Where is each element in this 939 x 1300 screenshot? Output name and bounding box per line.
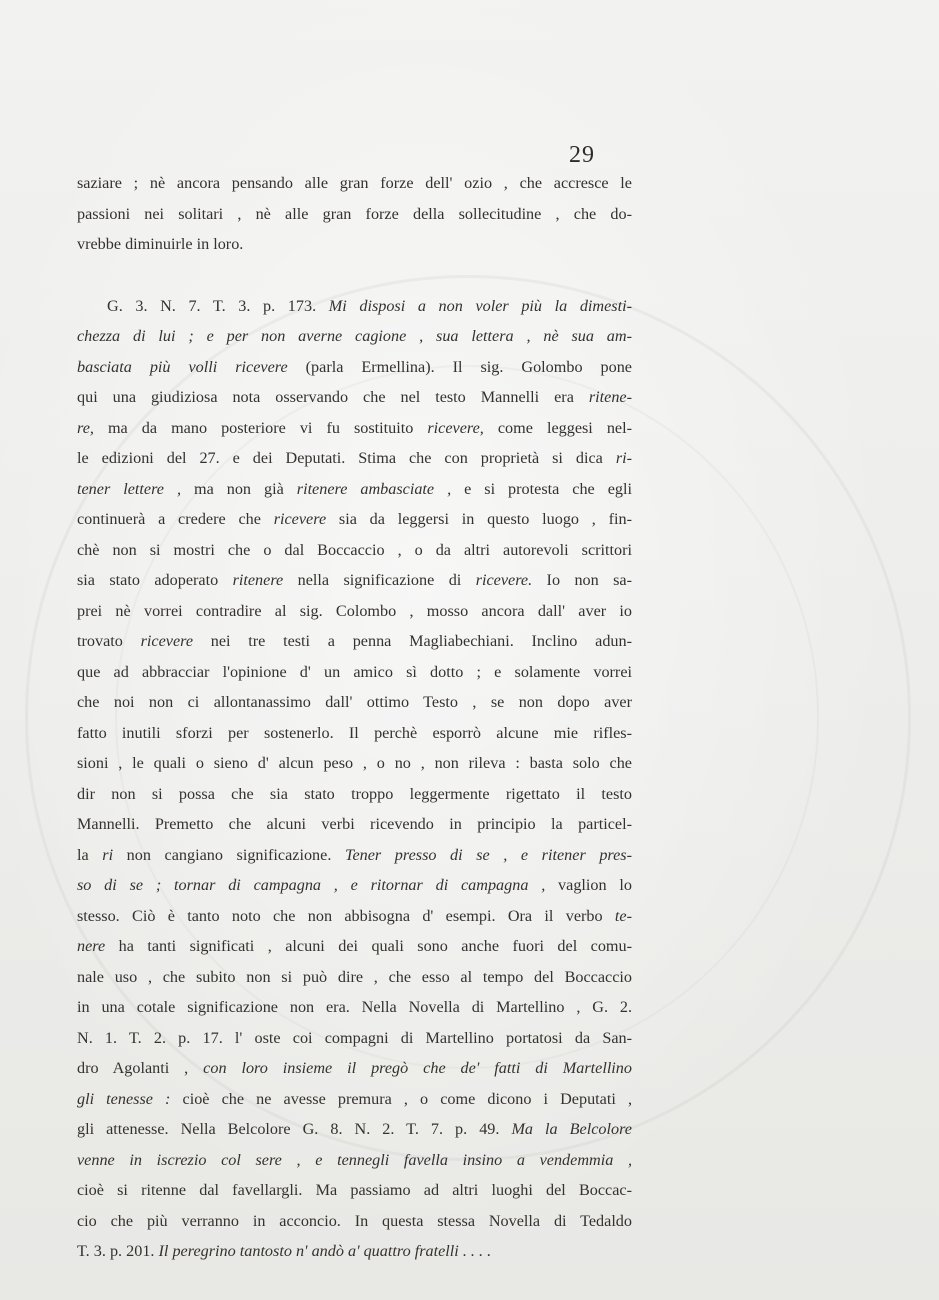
roman-text: que ad abbracciar l'opinione d' un amico sì dotto ; e solamente vorrei bbox=[77, 662, 632, 681]
roman-text: passioni nei solitari , nè alle gran forze della sollecitudine , che do- bbox=[77, 204, 632, 223]
paragraph bbox=[77, 291, 632, 1267]
text-line bbox=[77, 1145, 632, 1176]
italic-text: ri- bbox=[615, 449, 632, 467]
text-line bbox=[77, 1023, 632, 1054]
italic-text: tener lettere , bbox=[77, 479, 182, 498]
italic-text: ricevere bbox=[273, 510, 327, 528]
roman-text: nella significazione di bbox=[283, 571, 476, 589]
italic-text: ricevere. bbox=[475, 571, 533, 589]
text-line bbox=[77, 687, 632, 718]
roman-text: chè non si mostri che o dal Boccaccio , o da altri autorevoli scrittori bbox=[77, 540, 632, 559]
text-line bbox=[77, 809, 632, 840]
roman-text: ma da mano posteriore vi fu sostituito bbox=[93, 418, 428, 437]
text-line bbox=[77, 626, 632, 657]
text-line bbox=[77, 535, 632, 566]
text-line bbox=[77, 992, 632, 1023]
text-line bbox=[77, 199, 632, 230]
text-line bbox=[77, 840, 632, 871]
roman-text: che noi non ci allontanassimo dall' ottimo Testo , se non dopo aver bbox=[77, 693, 632, 711]
text-line bbox=[77, 657, 632, 688]
text-line bbox=[77, 931, 632, 962]
text-line bbox=[77, 413, 632, 444]
roman-text: gli attenesse. Nella Belcolore G. 8. N. 2. T. 7. p. 49. bbox=[77, 1120, 512, 1138]
text-line bbox=[77, 596, 632, 627]
text-line bbox=[77, 901, 632, 932]
roman-text: in una cotale significazione non era. Nella Novella di Martellino , G. 2. bbox=[77, 998, 632, 1016]
roman-text: G. 3. N. 7. T. 3. p. 173. bbox=[107, 296, 329, 315]
italic-text: venne in iscrezio col sere , e tennegli favella insino a vendemmia , bbox=[77, 1150, 632, 1169]
roman-text: stesso. Ciò è tanto noto che non abbisogna d' esempi. Ora il verbo bbox=[77, 906, 615, 925]
italic-text: Tener presso di se , e ritener pres- bbox=[344, 845, 632, 864]
paragraph-gap bbox=[77, 260, 632, 291]
roman-text: sioni , le quali o sieno d' alcun peso , o no , non rileva : basta solo che bbox=[77, 754, 632, 772]
text-line bbox=[77, 382, 632, 413]
text-line bbox=[77, 718, 632, 749]
roman-text: dir non si possa che sia stato troppo leggermente rigettato il testo bbox=[77, 784, 632, 803]
italic-text: Mi disposi a non voler più la dimesti- bbox=[328, 296, 632, 315]
text-line bbox=[77, 352, 632, 383]
italic-text: te- bbox=[614, 906, 632, 925]
italic-text: basciata più volli ricevere bbox=[77, 357, 288, 376]
roman-text: fatto inutili sforzi per sostenerlo. Il perchè esporrò alcune mie rifles- bbox=[77, 723, 632, 742]
italic-text: gli tenesse : bbox=[77, 1089, 171, 1108]
text-line bbox=[77, 474, 632, 505]
paragraph bbox=[77, 168, 632, 260]
roman-text: dro Agolanti , bbox=[77, 1059, 204, 1077]
roman-text: non cangiano significazione. bbox=[113, 845, 345, 864]
roman-text: sia stato adoperato bbox=[77, 571, 233, 589]
roman-text: cioè si ritenne dal favellargli. Ma passiamo ad altri luoghi del Boccac- bbox=[77, 1181, 632, 1199]
roman-text: vaglion lo bbox=[545, 876, 632, 894]
roman-text: e si protesta che egli bbox=[451, 479, 632, 498]
italic-text: ri bbox=[102, 845, 114, 864]
body-text bbox=[77, 168, 632, 1267]
italic-text: ritenere bbox=[232, 571, 284, 589]
roman-text: cioè che ne avesse premura , o come dicono i Deputati , bbox=[170, 1089, 632, 1108]
italic-text: nere bbox=[77, 937, 106, 955]
roman-text: Mannelli. Premetto che alcuni verbi ricevendo in principio la particel- bbox=[77, 815, 632, 833]
roman-text: nei tre testi a penna Magliabechiani. Inclino adun- bbox=[193, 632, 632, 650]
text-line bbox=[77, 229, 632, 260]
text-line bbox=[77, 168, 632, 199]
roman-text: sia da leggersi in questo luogo , fin- bbox=[326, 510, 633, 528]
italic-text: so di se ; tornar di campagna , e ritornar di campagna , bbox=[77, 876, 546, 894]
page-number: 29 bbox=[569, 142, 595, 168]
text-line bbox=[77, 1236, 632, 1267]
italic-text: ritene- bbox=[588, 388, 632, 406]
roman-text: N. 1. T. 2. p. 17. l' oste coi compagni di Martellino portatosi da San- bbox=[77, 1028, 632, 1047]
italic-text: chezza di lui ; e per non averne cagione , sua lettera , nè sua am- bbox=[77, 327, 632, 345]
text-line bbox=[77, 779, 632, 810]
roman-text: (parla Ermellina). Il sig. Golombo pone bbox=[287, 357, 632, 376]
roman-text: cio che più verranno in acconcio. In questa stessa Novella di Tedaldo bbox=[77, 1211, 632, 1230]
roman-text: T. 3. p. 201. bbox=[77, 1242, 159, 1260]
italic-text: ricevere, bbox=[427, 418, 484, 437]
roman-text: Io non sa- bbox=[532, 571, 633, 589]
italic-text: Il peregrino tantosto n' andò a' quattro fratelli . . . . bbox=[158, 1242, 492, 1260]
text-line bbox=[77, 870, 632, 901]
text-line bbox=[77, 1175, 632, 1206]
text-line bbox=[77, 291, 632, 322]
text-line bbox=[77, 504, 632, 535]
roman-text: nale uso , che subito non si può dire , che esso al tempo del Boccaccio bbox=[77, 967, 632, 986]
roman-text: prei nè vorrei contradire al sig. Colombo , mosso ancora dall' aver io bbox=[77, 601, 632, 620]
text-line bbox=[77, 1206, 632, 1237]
roman-text: la bbox=[77, 845, 103, 864]
roman-text: le edizioni del 27. e dei Deputati. Stima che con proprietà si dica bbox=[77, 449, 616, 467]
text-line bbox=[77, 748, 632, 779]
text-line bbox=[77, 1053, 632, 1084]
roman-text: vrebbe diminuirle in loro. bbox=[77, 235, 244, 253]
italic-text: con loro insieme il pregò che de' fatti di Martellino bbox=[203, 1059, 632, 1077]
text-line bbox=[77, 1084, 632, 1115]
text-line bbox=[77, 443, 632, 474]
roman-text: continuerà a credere che bbox=[77, 510, 274, 528]
text-line bbox=[77, 565, 632, 596]
roman-text: come leggesi nel- bbox=[483, 418, 633, 437]
italic-text: ricevere bbox=[140, 632, 194, 650]
roman-text: saziare ; nè ancora pensando alle gran forze dell' ozio , che accresce le bbox=[77, 174, 632, 192]
italic-text: re, bbox=[77, 418, 94, 437]
text-line bbox=[77, 321, 632, 352]
roman-text: ma non già bbox=[181, 479, 297, 498]
italic-text: Ma la Belcolore bbox=[511, 1120, 632, 1138]
text-line bbox=[77, 962, 632, 993]
roman-text: qui una giudiziosa nota osservando che nel testo Mannelli era bbox=[77, 388, 589, 406]
text-line bbox=[77, 1114, 632, 1145]
roman-text: ha tanti significati , alcuni dei quali sono anche fuori del comu- bbox=[105, 937, 632, 955]
roman-text: trovato bbox=[77, 632, 141, 650]
italic-text: ritenere ambasciate , bbox=[296, 479, 452, 498]
